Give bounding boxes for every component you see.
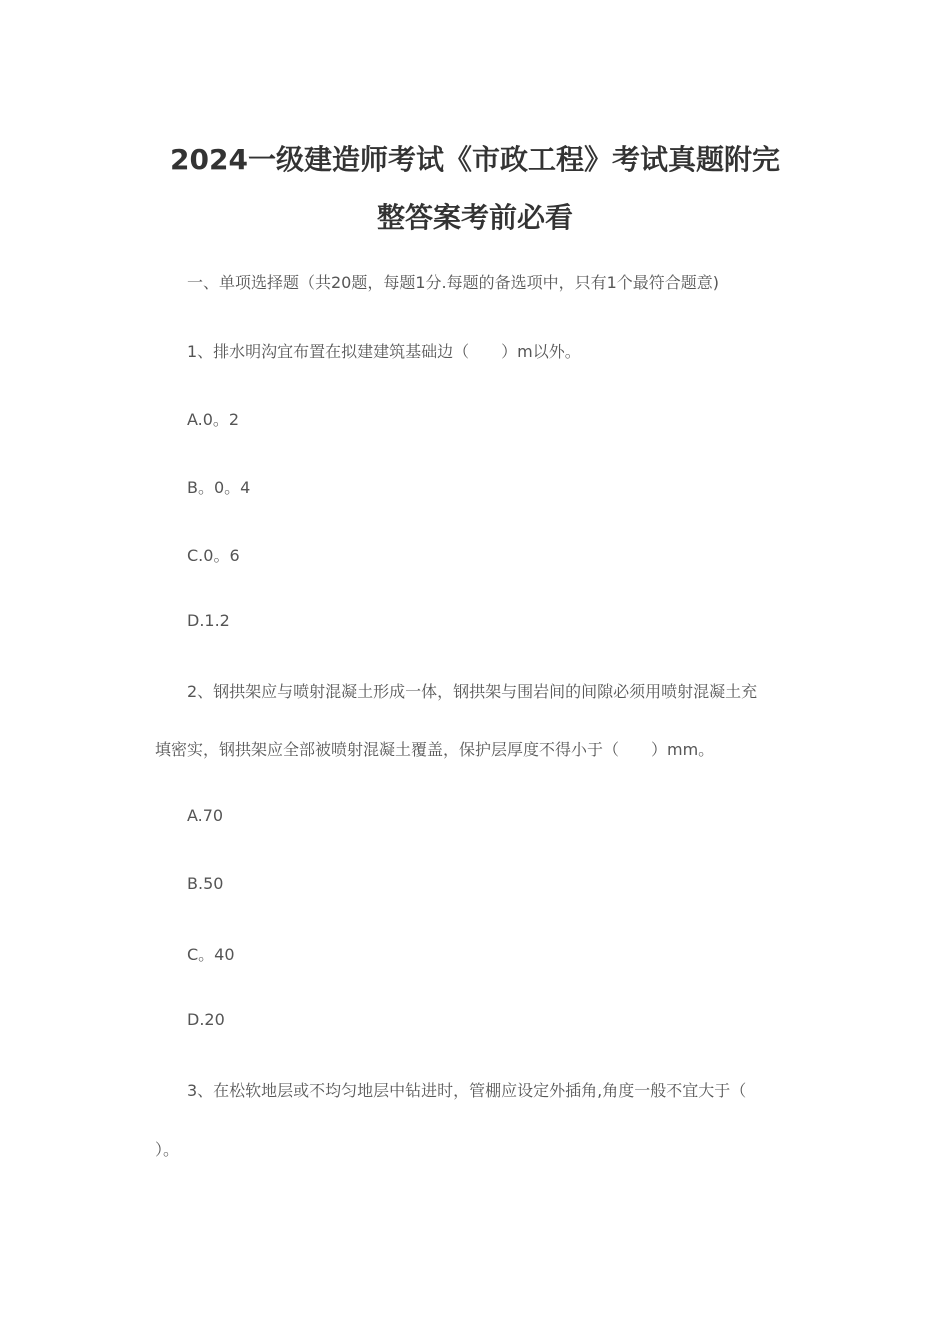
question-3-text-line-1: 3、在松软地层或不均匀地层中钻进时，管棚应设定外插角,角度一般不宜大于（ xyxy=(187,1081,747,1100)
question-1-option-d: D.1.2 xyxy=(187,611,230,630)
question-2-text-line-1: 2、钢拱架应与喷射混凝土形成一体，钢拱架与围岩间的间隙必须用喷射混凝土充 xyxy=(187,682,758,701)
question-1-option-a: A.0。2 xyxy=(187,410,240,429)
question-2-text-line-2: 填密实，钢拱架应全部被喷射混凝土覆盖，保护层厚度不得小于（ ）mm。 xyxy=(155,740,715,759)
section-heading: 一、单项选择题（共20题，每题1分.每题的备选项中，只有1个最符合题意) xyxy=(187,273,720,292)
question-2-option-c: C。40 xyxy=(187,945,235,964)
question-3-text-line-2: ）。 xyxy=(155,1140,180,1159)
question-2-option-d: D.20 xyxy=(187,1010,225,1029)
document-title-line-2: 整答案考前必看 xyxy=(376,201,573,234)
question-2-option-a: A.70 xyxy=(187,806,224,825)
question-1-option-b: B。0。4 xyxy=(187,478,251,497)
question-2-option-b: B.50 xyxy=(187,874,224,893)
question-1-option-c: C.0。6 xyxy=(187,546,240,565)
document-title-line-1: 2024一级建造师考试《市政工程》考试真题附完 xyxy=(170,143,780,176)
question-1-text: 1、排水明沟宜布置在拟建建筑基础边（ ）m以外。 xyxy=(187,342,581,361)
